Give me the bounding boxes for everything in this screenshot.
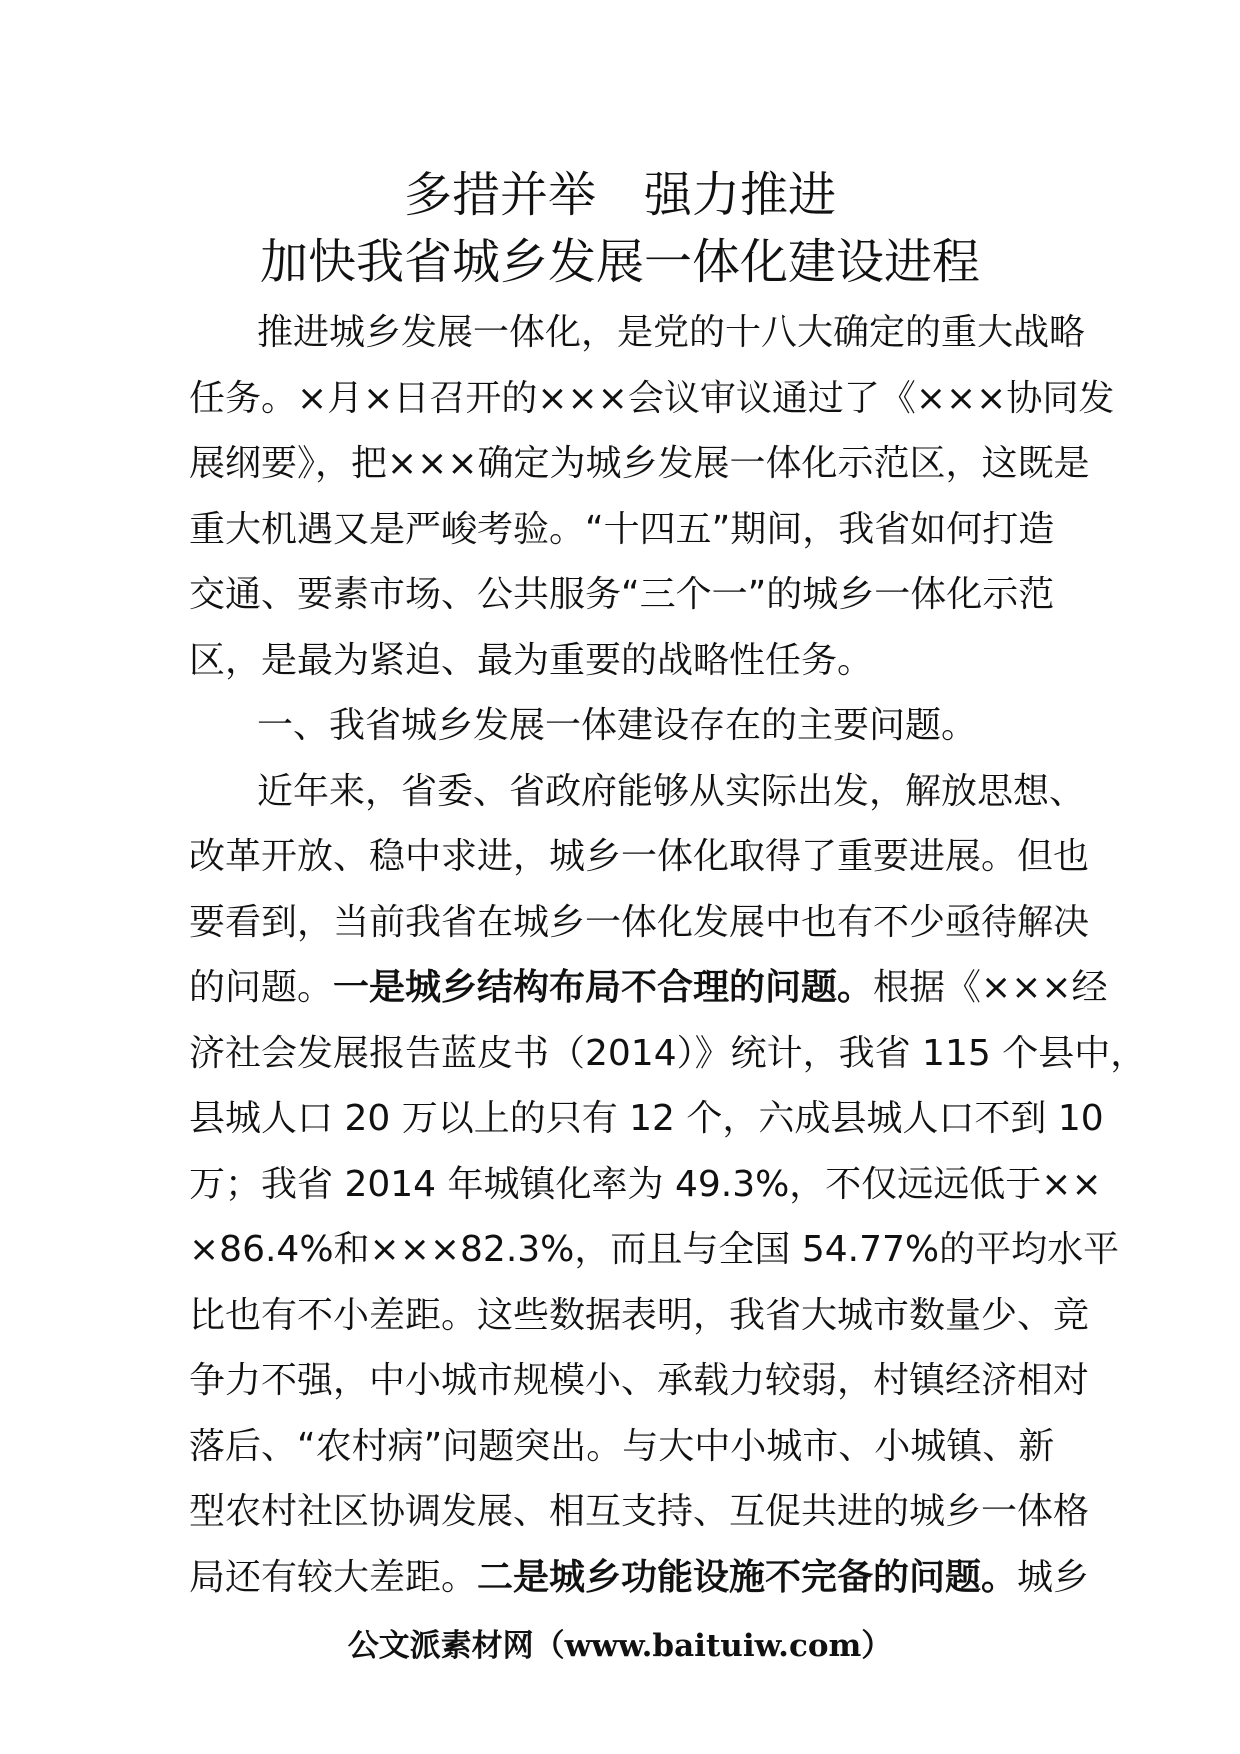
text-line <box>189 1152 1102 1218</box>
text-line <box>189 1479 1089 1545</box>
text-segment: 争力不强，中小城市规模小、承载力较弱，村镇经济相对 <box>189 1360 1090 1401</box>
text-line <box>189 1021 1147 1087</box>
document-title-line2: 加快我省城乡发展一体化建设进程 <box>259 234 980 290</box>
text-segment: 县城人口 20 万以上的只有 12 个，六成县城人口不到 10 <box>189 1098 1104 1139</box>
text-line <box>189 759 1089 825</box>
bold-heading-text: 二是城乡功能设施不完备的问题。 <box>477 1556 1018 1598</box>
text-segment: 任务。×月×日召开的×××会议审议通过了《×××协同发 <box>189 377 1115 419</box>
text-line <box>189 1217 1120 1283</box>
text-line <box>189 955 1108 1021</box>
text-line <box>189 628 1089 694</box>
title-part-a: 多措并举 <box>403 167 596 223</box>
bold-heading-text: 一是城乡结构布局不合理的问题。 <box>333 967 874 1008</box>
text-line <box>189 1283 1089 1349</box>
text-segment: 要看到，当前我省在城乡一体化发展中也有不少亟待解决 <box>189 901 1090 943</box>
text-segment: 近年来，省委、省政府能够从实际出发，解放思想、 <box>257 770 1086 812</box>
text-segment: 交通、要素市场、公共服务“三个一”的城乡一体化示范 <box>189 574 1055 615</box>
text-line <box>189 693 1089 759</box>
text-segment: 济社会发展报告蓝皮书（2014）》统计，我省 115 个县中， <box>189 1032 1147 1074</box>
text-line <box>189 431 1089 497</box>
document-body <box>189 300 1147 1610</box>
text-segment: ×86.4%和×××82.3%，而且与全国 54.77%的平均水平 <box>189 1229 1120 1270</box>
text-segment: 重大机遇又是严峻考验。“十四五”期间，我省如何打造 <box>189 508 1055 550</box>
text-segment: 型农村社区协调发展、相互支持、互促共进的城乡一体格 <box>189 1491 1090 1532</box>
footer-watermark: 公文派素材网（www.baituiw.com） <box>347 1628 893 1664</box>
text-line <box>189 497 1089 563</box>
text-line <box>189 824 1089 890</box>
text-line <box>189 300 1089 366</box>
text-segment: 万；我省 2014 年城镇化率为 49.3%，不仅远远低于×× <box>189 1163 1102 1205</box>
text-segment: 的问题。 <box>189 967 334 1008</box>
text-segment: 展纲要》，把×××确定为城乡发展一体化示范区，这既是 <box>189 443 1090 484</box>
text-line <box>189 1086 1104 1152</box>
text-segment: 局还有较大差距。 <box>189 1556 478 1598</box>
document-title-line1 <box>0 165 1240 225</box>
text-line <box>189 1414 1089 1480</box>
text-segment: 一、我省城乡发展一体建设存在的主要问题。 <box>257 705 978 746</box>
text-segment: 根据《×××经 <box>873 967 1108 1008</box>
text-line <box>189 1545 1089 1611</box>
text-segment: 落后、“农村病”问题突出。与大中小城市、小城镇、新 <box>189 1425 1055 1467</box>
text-line <box>189 366 1115 432</box>
text-segment: 推进城乡发展一体化，是党的十八大确定的重大战略 <box>257 312 1086 353</box>
text-line <box>189 890 1089 956</box>
text-segment: 城乡 <box>1017 1556 1090 1598</box>
text-segment: 改革开放、稳中求进，城乡一体化取得了重要进展。但也 <box>189 836 1090 877</box>
text-segment: 区，是最为紧迫、最为重要的战略性任务。 <box>189 639 874 681</box>
text-line <box>189 1348 1089 1414</box>
text-segment: 比也有不小差距。这些数据表明，我省大城市数量少、竞 <box>189 1294 1090 1336</box>
text-line <box>189 562 1089 628</box>
title-part-b: 强力推进 <box>644 167 837 223</box>
